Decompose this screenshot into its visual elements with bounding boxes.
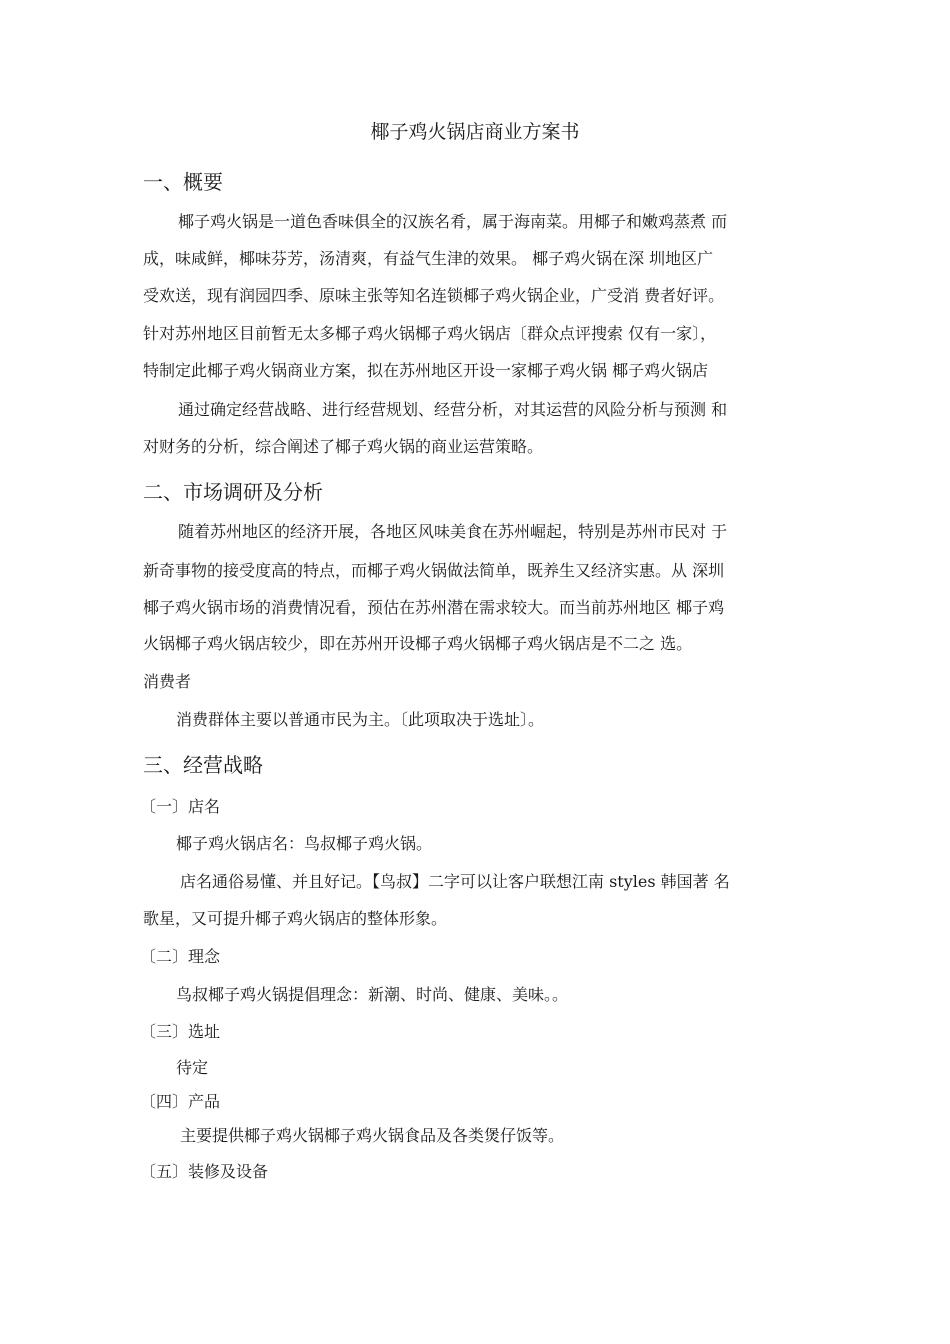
paragraph-line: 椰子鸡火锅市场的消费情况看，预估在苏州潜在需求较大。而当前苏州地区 椰子鸡: [143, 598, 725, 617]
paragraph-line: 待定: [176, 1058, 209, 1077]
paragraph-line: 椰子鸡火锅店名：鸟叔椰子鸡火锅。: [176, 834, 433, 853]
section-heading-market-research: 二、市场调研及分析: [143, 480, 323, 504]
paragraph-line: 椰子鸡火锅是一道色香味俱全的汉族名肴，属于海南菜。用椰子和嫩鸡蒸煮 而: [178, 212, 728, 231]
section-heading-strategy: 三、经营战略: [143, 753, 263, 777]
paragraph-line: 歌星，又可提升椰子鸡火锅店的整体形象。: [143, 909, 448, 928]
paragraph-line: 新奇事物的接受度高的特点，而椰子鸡火锅做法简单，既养生又经济实惠。从 深圳: [143, 561, 725, 580]
paragraph-line: 成，味咸鲜，椰味芬芳，汤清爽，有益气生津的效果。 椰子鸡火锅在深 圳地区广: [143, 249, 714, 268]
subsection-label-decoration-equipment: 〔五〕装修及设备: [140, 1162, 269, 1181]
consumer-label: 消费者: [143, 672, 192, 691]
consumer-text: 消费群体主要以普通市民为主。〔此项取决于选址〕。: [176, 710, 545, 729]
paragraph-line: 通过确定经营战略、进行经营规划、经营分析，对其运营的风险分析与预测 和: [178, 400, 728, 419]
paragraph-line: 主要提供椰子鸡火锅椰子鸡火锅食品及各类煲仔饭等。: [180, 1126, 565, 1145]
paragraph-line: 随着苏州地区的经济开展，各地区风味美食在苏州崛起，特别是苏州市民对 于: [178, 522, 728, 541]
section-heading-overview: 一、概要: [143, 170, 223, 194]
subsection-label-products: 〔四〕产品: [140, 1092, 221, 1111]
paragraph-line: 针对苏州地区目前暂无太多椰子鸡火锅椰子鸡火锅店〔群众点评搜索 仅有一家〕，: [143, 324, 717, 343]
paragraph-line: 店名通俗易懂、并且好记。【鸟叔】二字可以让客户联想江南 styles 韩国著 名: [180, 872, 730, 891]
paragraph-line: 对财务的分析，综合阐述了椰子鸡火锅的商业运营策略。: [143, 437, 544, 456]
paragraph-line: 鸟叔椰子鸡火锅提倡理念：新潮、时尚、健康、美味。。: [176, 985, 569, 1004]
subsection-label-location: 〔三〕选址: [140, 1022, 221, 1041]
paragraph-line: 特制定此椰子鸡火锅商业方案，拟在苏州地区开设一家椰子鸡火锅 椰子鸡火锅店: [143, 361, 709, 380]
document-title: 椰子鸡火锅店商业方案书: [370, 121, 580, 143]
subsection-label-philosophy: 〔二〕理念: [140, 947, 221, 966]
paragraph-line: 受欢送，现有润园四季、原味主张等知名连锁椰子鸡火锅企业，广受消 费者好评。: [143, 286, 725, 305]
subsection-label-store-name: 〔一〕店名: [140, 797, 221, 816]
paragraph-line: 火锅椰子鸡火锅店较少，即在苏州开设椰子鸡火锅椰子鸡火锅店是不二之 选。: [143, 634, 693, 653]
